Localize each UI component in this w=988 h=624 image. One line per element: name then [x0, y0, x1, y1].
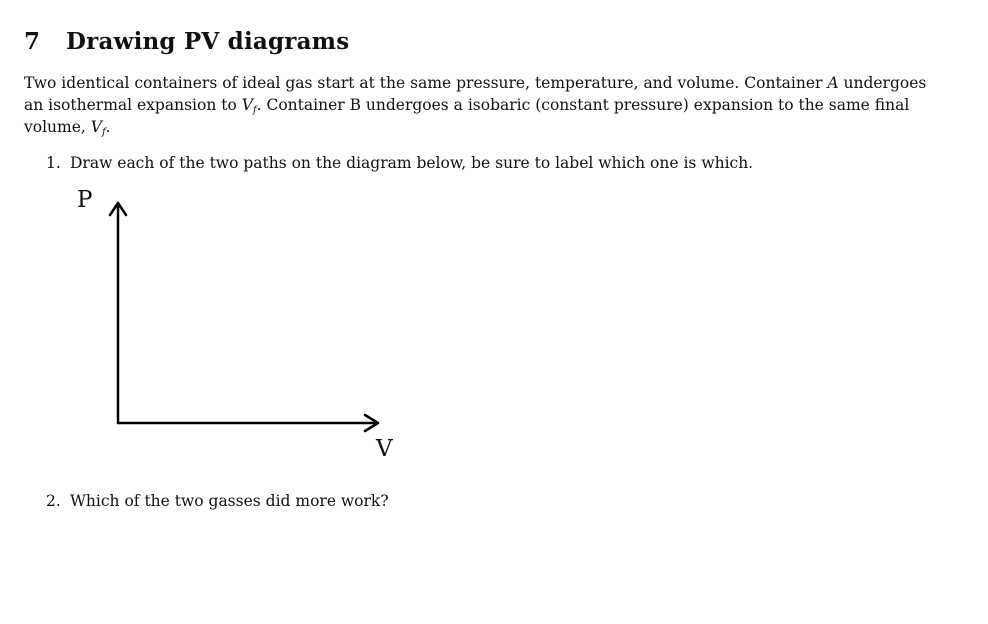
- statement-text: Two identical containers of ideal gas start at the same pressure, temperature, and volume. Container: [24, 74, 828, 92]
- statement-text: volume,: [24, 118, 91, 136]
- question-number: 1.: [46, 154, 61, 172]
- variable-symbol: V: [90, 118, 102, 136]
- pressure-axis-label: P: [77, 187, 93, 213]
- question-text: Draw each of the two paths on the diagram below, be sure to label which one is which.: [70, 154, 754, 172]
- variable-subscript: f: [252, 105, 257, 116]
- statement-text: undergoes: [838, 74, 927, 92]
- statement-text: an isothermal expansion to: [24, 96, 242, 114]
- question-number: 2.: [46, 492, 61, 510]
- variable-symbol: V: [241, 96, 253, 114]
- section-number: 7: [24, 28, 41, 55]
- question-2: [46, 492, 389, 510]
- section-title: Drawing PV diagrams: [66, 28, 350, 55]
- container-a-variable: A: [827, 74, 839, 92]
- volume-axis-label: V: [376, 436, 393, 462]
- question-text: Which of the two gasses did more work?: [70, 492, 389, 510]
- statement-text: .: [105, 118, 111, 136]
- variable-subscript: f: [101, 127, 106, 138]
- axes-group: [110, 203, 378, 431]
- statement-text: . Container B undergoes a isobaric (constant pressure) expansion to the same final: [256, 96, 910, 114]
